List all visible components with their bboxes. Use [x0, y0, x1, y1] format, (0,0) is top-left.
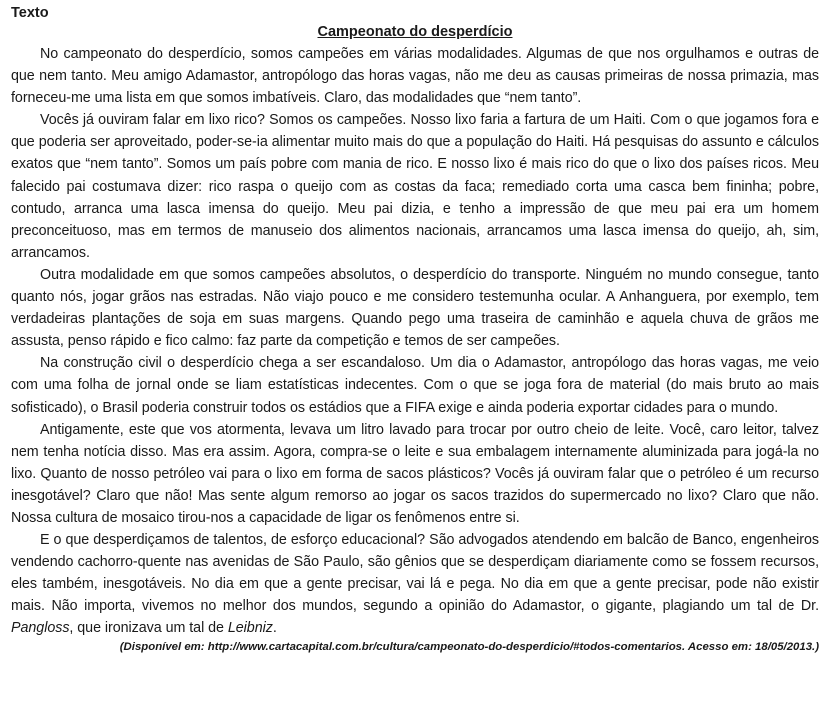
article-title: Campeonato do desperdício	[317, 24, 513, 40]
paragraph-5: Antigamente, este que vos atormenta, levava um litro lavado para trocar por outro cheio de leite. Você, caro leitor, talvez nem tenha notícia disso. Mas era assim. Agora, compra-se o leite e sua embalagem internamente aluminizada para jogá-la no lixo. Quanto de nosso petróleo vai para o lixo em forma de sacos plásticos? Vocês já ouviram falar que o petróleo é um recurso inesgotável? Claro que não! Mas sente algum remorso ao jogar os sacos trazidos do supermercado no lixo? Claro que não. Nossa cultura de mosaico tirou-nos a capacidade de ligar os fenômenos entre si.	[11, 421, 819, 526]
paragraph-6-text-c: .	[272, 620, 277, 637]
paragraph-3: Outra modalidade em que somos campeões absolutos, o desperdício do transporte. Ninguém no mundo consegue, tanto quanto nós, jogar grãos nas estradas. Não viajo pouco e me considero testemunha ocular. A Anhanguera, por exemplo, tem verdadeiras plantações de soja em suas margens. Quando pego uma traseira de caminhão e aquela chuva de grãos me assusta, penso rápido e fico calmo: faz parte da competição e temos de ser campeões.	[11, 266, 819, 350]
paragraph-6-text-a: E o que desperdiçamos de talentos, de esforço educacional? São advogados atendendo em balcão de Banco, engenheiros vendendo cachorro-quente nas avenidas de São Paulo, são gênios que se desperdiçam diariamente como se fossem recursos, eles também, inesgotáveis. No dia em que a gente precisar, vai lá e pega. No dia em que a gente precisar, pode não existir mais. Não importa, vivemos no melhor dos mundos, segundo a opinião do Adamastor, o gigante, plagiando um tal de Dr.	[11, 532, 819, 615]
text-label: Texto	[11, 5, 49, 21]
source-citation: (Disponível em: http://www.cartacapital.com.br/cultura/campeonato-do-desperdicio/#todos-comentarios. Acesso em: 18/05/2013.)	[119, 640, 819, 653]
paragraph-6	[11, 529, 819, 639]
paragraph-1: No campeonato do desperdício, somos campeões em várias modalidades. Algumas de que nos orgulhamos e outras de que nem tanto. Meu amigo Adamastor, antropólogo das horas vagas, não me deu as causas primeiras de nossa primazia, mas forneceu-me uma lista em que somos imbatíveis. Claro, das modalidades que “nem tanto”.	[11, 46, 819, 107]
paragraph-2: Vocês já ouviram falar em lixo rico? Somos os campeões. Nosso lixo faria a fartura de um Haiti. Com o que jogamos fora e que poderia ser aproveitado, poder-se-ia alimentar muito mais do que a população do Haiti. Há pesquisas do assunto e cálculos exatos que “nem tanto”. Somos um país pobre com mania de rico. E nosso lixo é mais rico do que o lixo dos países ricos. Meu falecido pai costumava dizer: rico raspa o queijo com as costas da faca; remediado corta uma casca bem fininha; pobre, contudo, arranca uma lasca imensa do queijo. Meu pai dizia, e tenho a impressão de que meu pai era um homem preconceituoso, mas em termos de manuseio dos alimentos nacionais, arrancamos uma lasca imensa do queijo, ah, sim, arrancamos.	[11, 112, 819, 261]
paragraph-6-text-b: , que ironizava um tal de	[69, 620, 228, 637]
name-pangloss: Pangloss	[11, 620, 70, 637]
paragraph-4: Na construção civil o desperdício chega a ser escandaloso. Um dia o Adamastor, antropólogo das horas vagas, me veio com uma folha de jornal onde se liam estatísticas indecentes. Com o que se joga fora de material (do mais bruto ao mais sofisticado), o Brasil poderia construir todos os estádios que a FIFA exige e ainda poderia exportar cidades para o mundo.	[11, 355, 819, 416]
name-leibniz: Leibniz	[227, 620, 273, 637]
